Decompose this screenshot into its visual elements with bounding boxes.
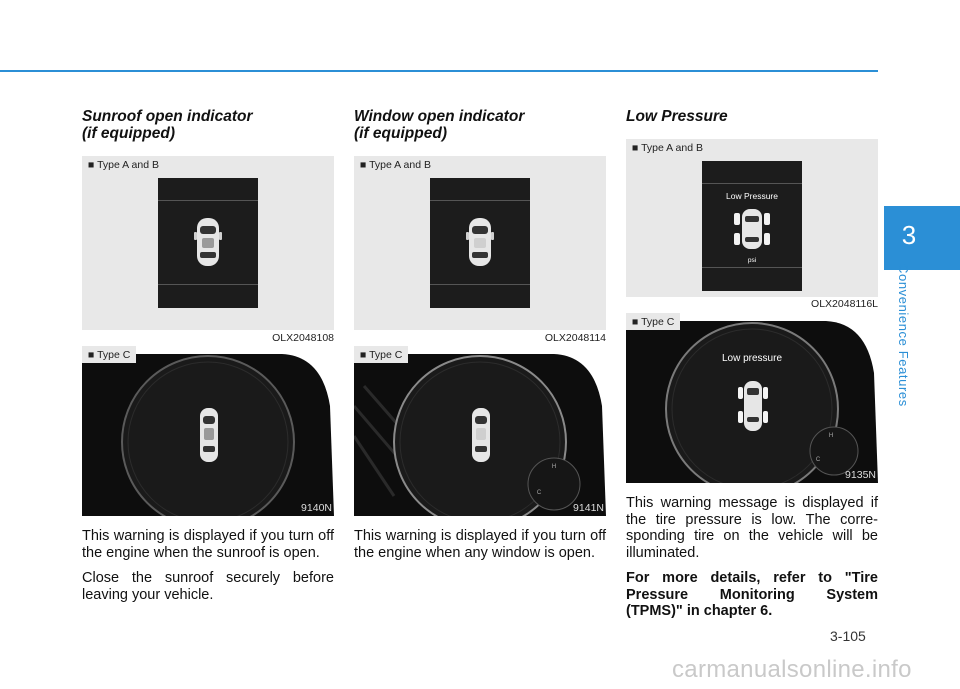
watermark: carmanualsonline.info: [672, 656, 912, 683]
header-rule: [0, 70, 878, 72]
type-c-label: ■ Type C: [626, 313, 680, 330]
type-c-label: ■ Type C: [82, 346, 136, 363]
cluster-illustration: [354, 346, 606, 516]
chapter-label-text: Convenience Features: [896, 264, 911, 407]
section-body: [626, 495, 878, 620]
svg-text:C: C: [536, 490, 542, 496]
section-window: [354, 108, 606, 570]
title-line-2: (if equipped): [82, 125, 175, 142]
figure-type-c: [626, 313, 878, 483]
type-c-label: ■ Type C: [354, 346, 408, 363]
cluster-screen: [158, 178, 258, 308]
paragraph-bold: For more details, refer to "Tire Pressure Monitoring System (TPMS)" in chapter 6.: [626, 570, 878, 619]
page-number: 3-105: [830, 628, 866, 644]
type-ab-label: ■ Type A and B: [82, 156, 165, 173]
figure-code: OLX2048114: [544, 332, 606, 344]
section-title: [626, 108, 878, 125]
paragraph: This warning message is displayed if the tire pressure is low. The corre-sponding tire on the vehicle will be illuminated.: [626, 495, 878, 561]
paragraph: This warning is displayed if you turn off the engine when any window is open.: [354, 528, 606, 561]
svg-text:H: H: [828, 433, 834, 439]
title-line-2: (if equipped): [354, 125, 447, 142]
paragraph: Close the sunroof securely before leaving your vehicle.: [82, 570, 334, 603]
section-body: [82, 528, 334, 603]
cluster-screen: [702, 161, 802, 291]
car-top-view-icon: [466, 216, 494, 268]
figure-type-c: [82, 346, 334, 516]
section-sunroof: [82, 108, 334, 612]
screen-title: Low pressure: [721, 353, 783, 364]
figure-code: 9135N: [845, 469, 876, 481]
cluster-screen: [430, 178, 530, 308]
chapter-number: 3: [901, 220, 917, 250]
type-ab-label: ■ Type A and B: [354, 156, 437, 173]
section-body: [354, 528, 606, 561]
figure-type-ab: [354, 156, 606, 330]
figure-code: 9140N: [301, 502, 332, 514]
title-line-1: Low Pressure: [626, 108, 728, 125]
cluster-illustration: [82, 346, 334, 516]
figure-type-c: [354, 346, 606, 516]
section-title: [354, 108, 606, 142]
title-line-1: Sunroof open indicator: [82, 108, 253, 125]
figure-code: 9141N: [573, 502, 604, 514]
section-low-pressure: [626, 108, 878, 629]
svg-text:H: H: [551, 464, 557, 470]
tire-pressure-car-icon: [732, 207, 772, 251]
section-title: [82, 108, 334, 142]
figure-type-ab: [626, 139, 878, 297]
chapter-tab: [884, 206, 960, 270]
chapter-label: [888, 264, 918, 414]
screen-title: Low Pressure: [726, 191, 778, 201]
type-ab-label: ■ Type A and B: [626, 139, 709, 156]
title-line-1: Window open indicator: [354, 108, 525, 125]
figure-type-ab: [82, 156, 334, 330]
cluster-illustration: [626, 313, 878, 483]
paragraph: This warning is displayed if you turn off the engine when the sunroof is open.: [82, 528, 334, 561]
screen-unit: psi: [747, 257, 757, 264]
figure-code: OLX2048116L: [811, 298, 878, 310]
svg-text:C: C: [815, 457, 821, 463]
figure-code: OLX2048108: [272, 332, 334, 344]
car-top-view-icon: [194, 216, 222, 268]
